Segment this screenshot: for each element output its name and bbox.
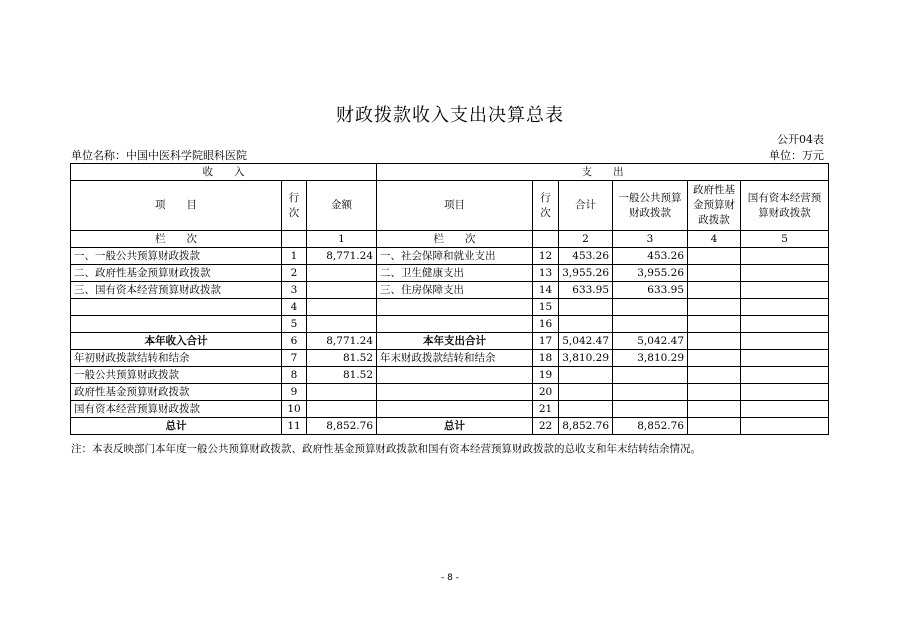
expense-total-cell: 633.95 <box>559 282 613 299</box>
empty-cell <box>282 231 307 248</box>
expense-item-cell <box>377 299 533 316</box>
expense-general-cell: 633.95 <box>613 282 688 299</box>
income-amount-header: 金额 <box>307 181 377 231</box>
expense-line-no-cell: 21 <box>533 401 559 418</box>
expense-state-capital-cell <box>741 265 829 282</box>
expense-total-cell: 8,852.76 <box>559 418 613 435</box>
table-row <box>71 299 829 316</box>
expense-total-cell: 453.26 <box>559 248 613 265</box>
expense-total-cell <box>559 316 613 333</box>
expense-total-cell <box>559 401 613 418</box>
expense-item-cell: 年末财政拨款结转和结余 <box>377 350 533 367</box>
income-amount-cell: 8,771.24 <box>307 333 377 350</box>
form-code: 公开04表 <box>777 133 824 146</box>
income-amount-cell: 8,852.76 <box>307 418 377 435</box>
income-line-no-cell: 9 <box>282 384 307 401</box>
expense-state-capital-header: 国有资本经营预算财政拨款 <box>741 181 829 231</box>
table-row <box>71 367 829 384</box>
column-number-row <box>71 231 829 248</box>
expense-gov-fund-cell <box>688 367 741 384</box>
income-item-cell: 政府性基金预算财政拨款 <box>71 384 282 401</box>
expense-item-cell <box>377 367 533 384</box>
expense-gov-fund-header: 政府性基金预算财政拨款 <box>688 181 741 231</box>
expense-item-cell: 二、卫生健康支出 <box>377 265 533 282</box>
expense-line-no-cell: 18 <box>533 350 559 367</box>
expense-state-capital-cell <box>741 367 829 384</box>
expense-general-cell: 3,810.29 <box>613 350 688 367</box>
income-item-cell: 本年收入合计 <box>71 333 282 350</box>
expense-state-capital-cell <box>741 384 829 401</box>
expense-general-cell: 3,955.26 <box>613 265 688 282</box>
income-line-no-cell: 3 <box>282 282 307 299</box>
expense-state-capital-cell <box>741 299 829 316</box>
expense-general-cell <box>613 401 688 418</box>
expense-state-capital-cell <box>741 333 829 350</box>
expense-state-capital-cell <box>741 282 829 299</box>
income-line-no-cell: 4 <box>282 299 307 316</box>
expense-state-capital-cell <box>741 350 829 367</box>
expense-gov-fund-cell <box>688 299 741 316</box>
expense-line-no-cell: 13 <box>533 265 559 282</box>
expense-gov-fund-cell <box>688 248 741 265</box>
income-item-header: 项 目 <box>71 181 282 231</box>
expense-line-no-cell: 16 <box>533 316 559 333</box>
column-number-3: 3 <box>613 231 688 248</box>
column-number-1: 1 <box>307 231 377 248</box>
expense-general-cell: 5,042.47 <box>613 333 688 350</box>
income-item-cell <box>71 316 282 333</box>
expense-line-no-cell: 19 <box>533 367 559 384</box>
expense-total-header: 合计 <box>559 181 613 231</box>
header-row-2 <box>71 181 829 231</box>
page-number: - 8 - <box>441 573 459 583</box>
empty-cell <box>533 231 559 248</box>
income-line-no-cell: 5 <box>282 316 307 333</box>
income-line-no-cell: 2 <box>282 265 307 282</box>
table-row <box>71 248 829 265</box>
expense-line-no-cell: 17 <box>533 333 559 350</box>
income-line-no-cell: 1 <box>282 248 307 265</box>
expense-gov-fund-cell <box>688 333 741 350</box>
expense-general-cell <box>613 384 688 401</box>
income-amount-cell: 81.52 <box>307 367 377 384</box>
expense-line-no-header: 行次 <box>533 181 559 231</box>
expense-general-cell: 8,852.76 <box>613 418 688 435</box>
header-row-1 <box>71 164 829 181</box>
income-amount-cell <box>307 401 377 418</box>
column-label-income: 栏 次 <box>71 231 282 248</box>
expense-item-header: 项目 <box>377 181 533 231</box>
income-item-cell: 一般公共预算财政拨款 <box>71 367 282 384</box>
column-number-4: 4 <box>688 231 741 248</box>
income-line-no-cell: 7 <box>282 350 307 367</box>
expense-total-cell <box>559 299 613 316</box>
expense-gov-fund-cell <box>688 418 741 435</box>
income-amount-cell <box>307 299 377 316</box>
income-line-no-cell: 11 <box>282 418 307 435</box>
expense-gov-fund-cell <box>688 265 741 282</box>
income-item-cell: 三、国有资本经营预算财政拨款 <box>71 282 282 299</box>
expense-total-cell: 3,955.26 <box>559 265 613 282</box>
expense-line-no-cell: 22 <box>533 418 559 435</box>
income-line-no-header: 行次 <box>282 181 307 231</box>
table-row <box>71 350 829 367</box>
income-item-cell <box>71 299 282 316</box>
income-item-cell: 二、政府性基金预算财政拨款 <box>71 265 282 282</box>
expense-state-capital-cell <box>741 248 829 265</box>
expense-gov-fund-cell <box>688 401 741 418</box>
income-item-cell: 年初财政拨款结转和结余 <box>71 350 282 367</box>
unit-name: 单位名称：中国中医科学院眼科医院 <box>71 149 247 162</box>
table-row <box>71 384 829 401</box>
expense-item-cell <box>377 384 533 401</box>
income-item-cell: 总计 <box>71 418 282 435</box>
expense-item-cell: 本年支出合计 <box>377 333 533 350</box>
income-line-no-cell: 8 <box>282 367 307 384</box>
expense-total-cell: 3,810.29 <box>559 350 613 367</box>
column-number-2: 2 <box>559 231 613 248</box>
expense-general-cell <box>613 367 688 384</box>
expense-total-cell <box>559 367 613 384</box>
expense-line-no-cell: 15 <box>533 299 559 316</box>
expense-item-cell: 一、社会保障和就业支出 <box>377 248 533 265</box>
expense-line-no-cell: 12 <box>533 248 559 265</box>
income-amount-cell <box>307 282 377 299</box>
expense-general-header: 一般公共预算财政拨款 <box>613 181 688 231</box>
expense-item-cell <box>377 316 533 333</box>
table-row <box>71 316 829 333</box>
expense-item-cell: 总计 <box>377 418 533 435</box>
expense-gov-fund-cell <box>688 350 741 367</box>
unit-label: 单位：万元 <box>769 149 824 162</box>
table-row <box>71 282 829 299</box>
expense-total-cell <box>559 384 613 401</box>
income-amount-cell <box>307 265 377 282</box>
income-amount-cell <box>307 384 377 401</box>
income-amount-cell: 81.52 <box>307 350 377 367</box>
expense-item-cell <box>377 401 533 418</box>
expense-gov-fund-cell <box>688 384 741 401</box>
expense-line-no-cell: 20 <box>533 384 559 401</box>
column-number-5: 5 <box>741 231 829 248</box>
expense-header: 支 出 <box>377 164 829 181</box>
expense-item-cell: 三、住房保障支出 <box>377 282 533 299</box>
table-row <box>71 418 829 435</box>
expense-general-cell: 453.26 <box>613 248 688 265</box>
expense-state-capital-cell <box>741 418 829 435</box>
expense-total-cell: 5,042.47 <box>559 333 613 350</box>
column-label-expense: 栏 次 <box>377 231 533 248</box>
income-amount-cell <box>307 316 377 333</box>
expense-gov-fund-cell <box>688 316 741 333</box>
table-note: 注：本表反映部门本年度一般公共预算财政拨款、政府性基金预算财政拨款和国有资本经营预算财政拨款的总收支和年末结转结余情况。 <box>71 443 701 455</box>
income-item-cell: 国有资本经营预算财政拨款 <box>71 401 282 418</box>
page-title: 财政拨款收入支出决算总表 <box>336 105 564 126</box>
table-row <box>71 265 829 282</box>
expense-line-no-cell: 14 <box>533 282 559 299</box>
expense-state-capital-cell <box>741 316 829 333</box>
income-item-cell: 一、一般公共预算财政拨款 <box>71 248 282 265</box>
income-line-no-cell: 10 <box>282 401 307 418</box>
expense-general-cell <box>613 299 688 316</box>
table-row <box>71 333 829 350</box>
expense-gov-fund-cell <box>688 282 741 299</box>
income-line-no-cell: 6 <box>282 333 307 350</box>
income-amount-cell: 8,771.24 <box>307 248 377 265</box>
expense-general-cell <box>613 316 688 333</box>
fiscal-summary-table <box>70 163 829 435</box>
expense-state-capital-cell <box>741 401 829 418</box>
income-header: 收 入 <box>71 164 377 181</box>
table-row <box>71 401 829 418</box>
